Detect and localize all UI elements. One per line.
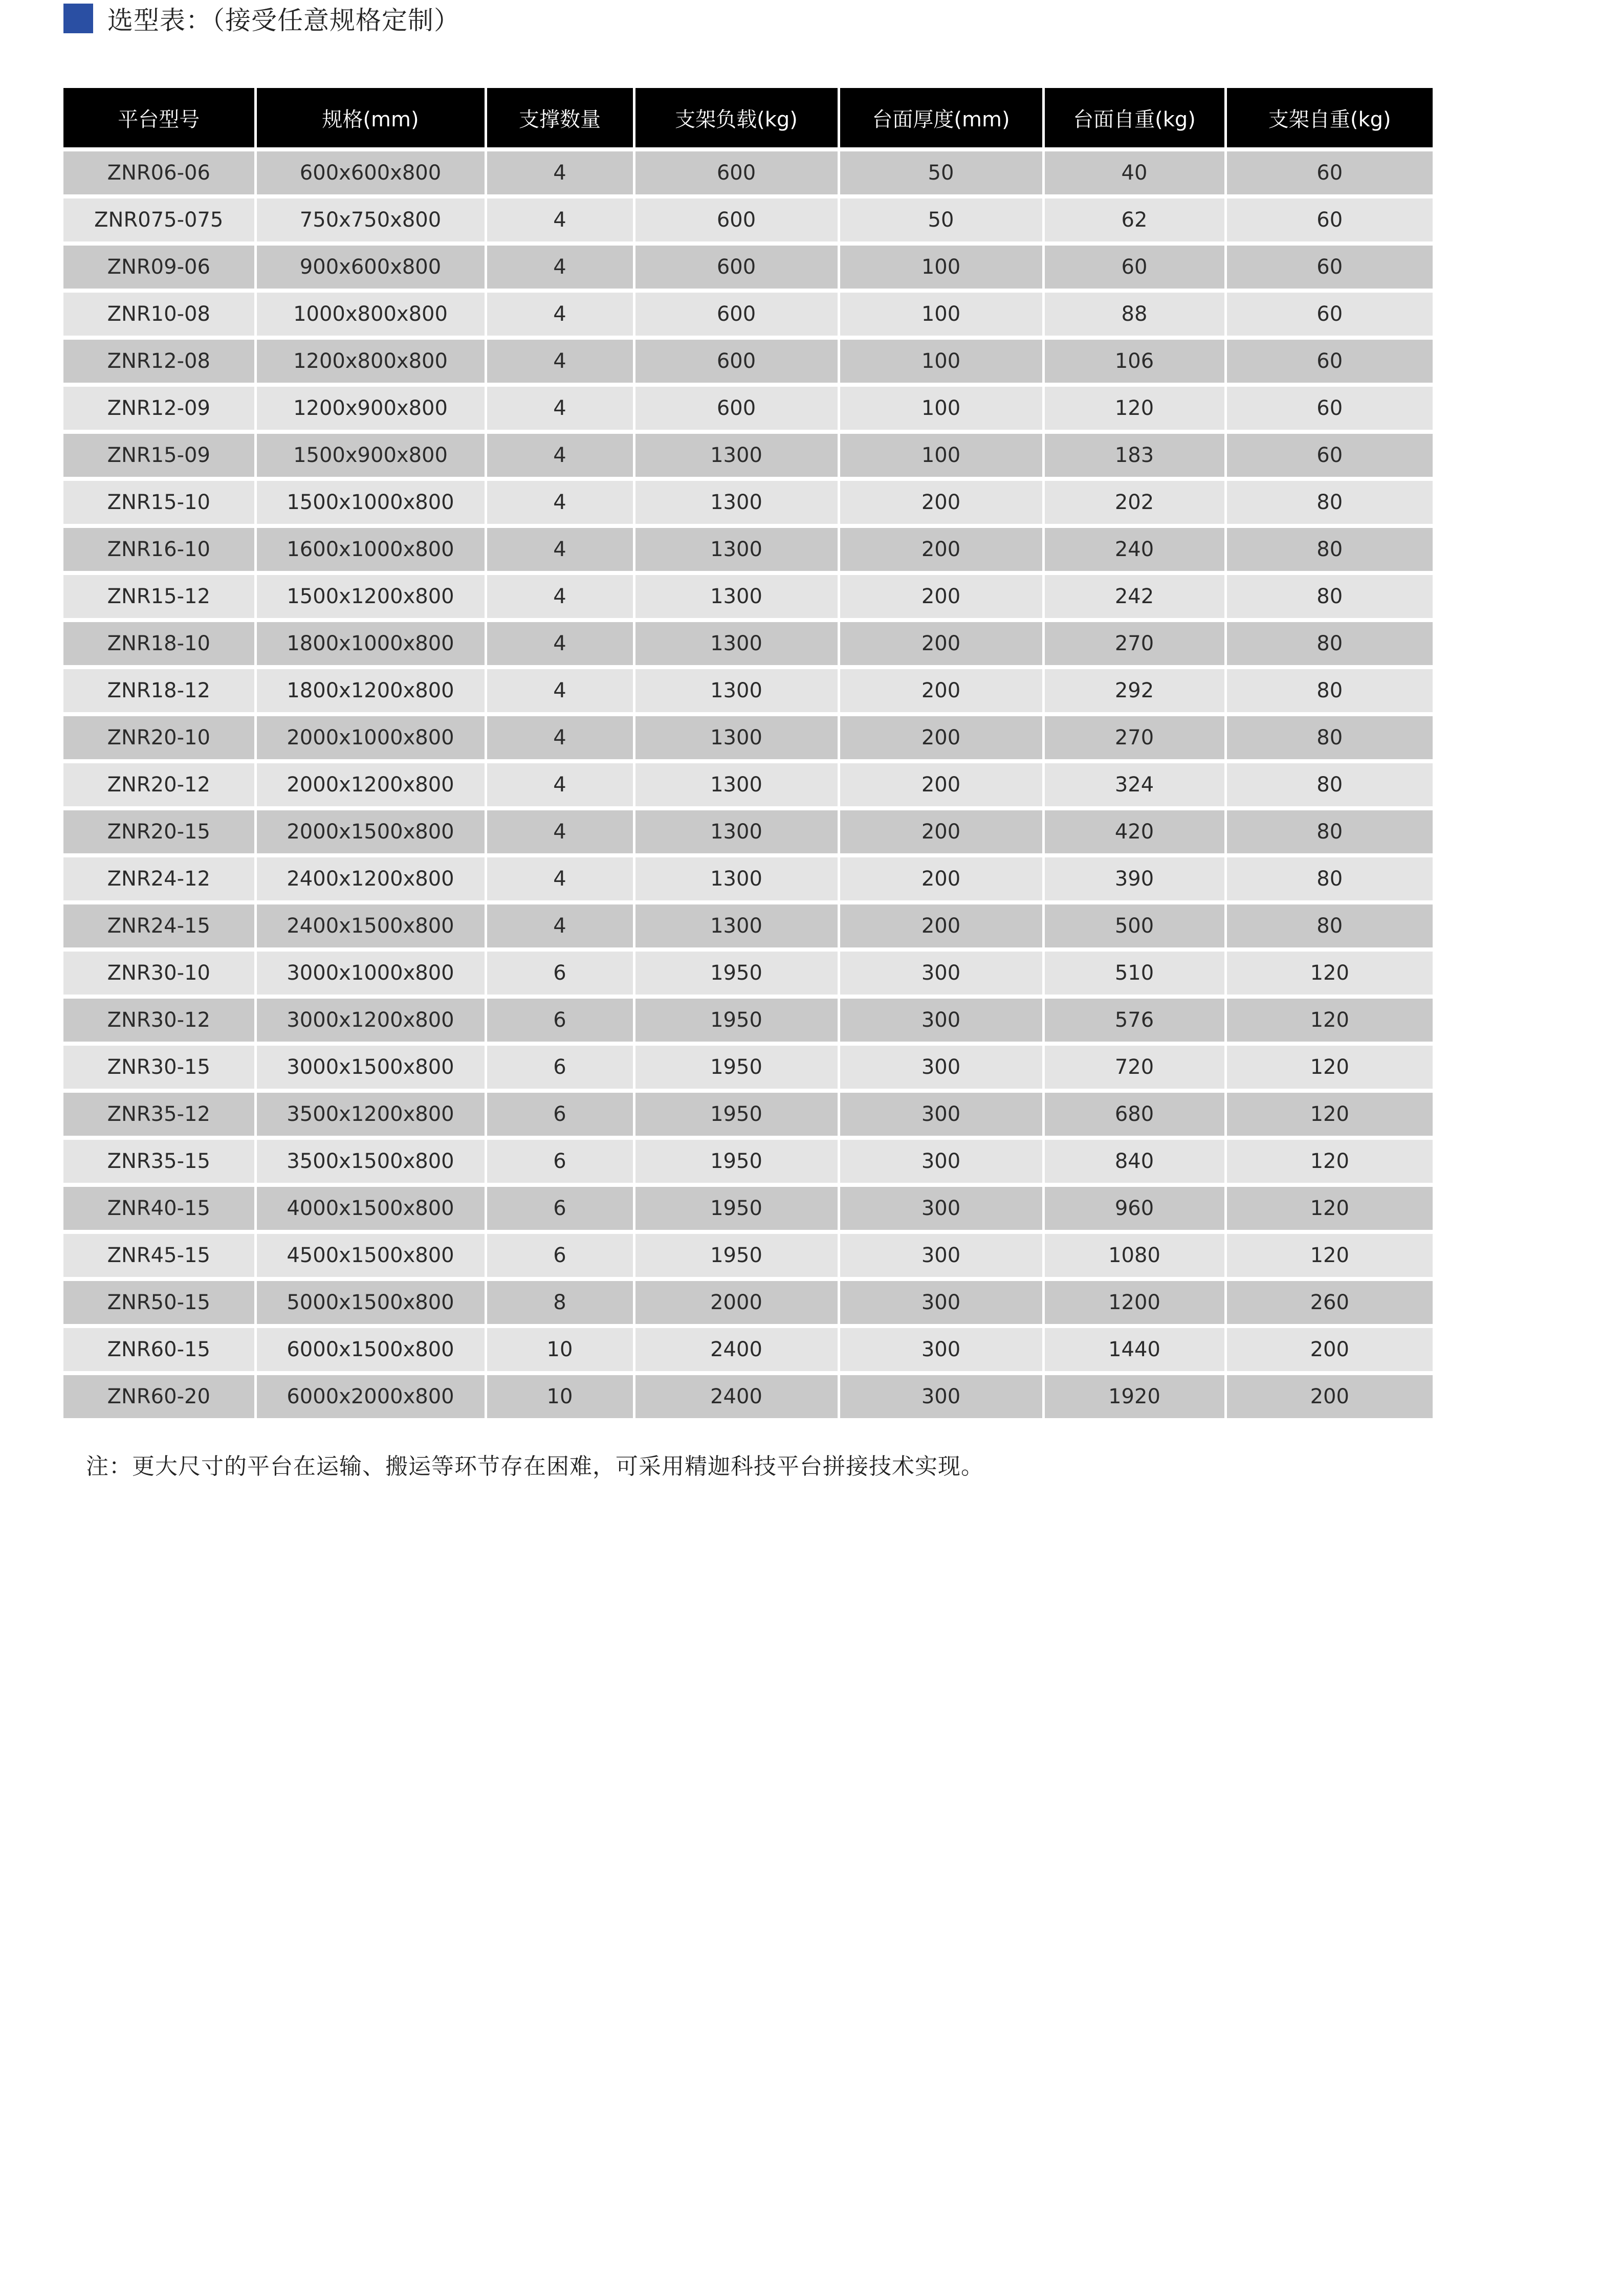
cell-support-count: 4 bbox=[486, 761, 634, 808]
cell-frame-load: 600 bbox=[634, 291, 839, 338]
column-header-top-weight: 台面自重(kg) bbox=[1043, 88, 1225, 149]
cell-frame-load: 1950 bbox=[634, 1185, 839, 1232]
cell-top-weight: 202 bbox=[1043, 479, 1225, 526]
cell-spec: 2400x1500x800 bbox=[255, 902, 486, 950]
column-header-model: 平台型号 bbox=[63, 88, 255, 149]
table-row bbox=[63, 432, 1433, 479]
cell-frame-load: 600 bbox=[634, 149, 839, 196]
cell-top-weight: 1920 bbox=[1043, 1373, 1225, 1418]
cell-frame-load: 600 bbox=[634, 244, 839, 291]
cell-model: ZNR09-06 bbox=[63, 244, 255, 291]
cell-support-count: 4 bbox=[486, 196, 634, 244]
cell-model: ZNR20-12 bbox=[63, 761, 255, 808]
cell-top-weight: 242 bbox=[1043, 573, 1225, 620]
cell-model: ZNR20-10 bbox=[63, 714, 255, 761]
cell-top-thickness: 300 bbox=[839, 1279, 1043, 1326]
cell-top-weight: 88 bbox=[1043, 291, 1225, 338]
cell-frame-load: 2400 bbox=[634, 1326, 839, 1373]
table-row bbox=[63, 1326, 1433, 1373]
cell-top-weight: 60 bbox=[1043, 244, 1225, 291]
cell-frame-weight: 60 bbox=[1225, 385, 1433, 432]
cell-spec: 1200x900x800 bbox=[255, 385, 486, 432]
cell-spec: 3000x1200x800 bbox=[255, 997, 486, 1044]
cell-top-weight: 120 bbox=[1043, 385, 1225, 432]
cell-spec: 1000x800x800 bbox=[255, 291, 486, 338]
cell-support-count: 4 bbox=[486, 291, 634, 338]
cell-support-count: 4 bbox=[486, 479, 634, 526]
cell-frame-load: 1300 bbox=[634, 526, 839, 573]
column-header-frame-load: 支架负载(kg) bbox=[634, 88, 839, 149]
cell-top-weight: 1200 bbox=[1043, 1279, 1225, 1326]
cell-frame-weight: 60 bbox=[1225, 338, 1433, 385]
cell-top-thickness: 100 bbox=[839, 432, 1043, 479]
cell-frame-weight: 80 bbox=[1225, 526, 1433, 573]
cell-top-thickness: 300 bbox=[839, 1044, 1043, 1091]
cell-support-count: 6 bbox=[486, 1138, 634, 1185]
cell-frame-weight: 80 bbox=[1225, 855, 1433, 902]
cell-top-thickness: 50 bbox=[839, 196, 1043, 244]
cell-spec: 900x600x800 bbox=[255, 244, 486, 291]
selection-table bbox=[63, 88, 1433, 1418]
table-row bbox=[63, 1279, 1433, 1326]
table-row bbox=[63, 1138, 1433, 1185]
table-row bbox=[63, 620, 1433, 667]
cell-support-count: 6 bbox=[486, 1091, 634, 1138]
cell-frame-weight: 60 bbox=[1225, 244, 1433, 291]
table-row bbox=[63, 291, 1433, 338]
table-row bbox=[63, 855, 1433, 902]
cell-spec: 6000x1500x800 bbox=[255, 1326, 486, 1373]
cell-model: ZNR50-15 bbox=[63, 1279, 255, 1326]
cell-frame-load: 1950 bbox=[634, 997, 839, 1044]
cell-model: ZNR20-15 bbox=[63, 808, 255, 855]
cell-spec: 2000x1200x800 bbox=[255, 761, 486, 808]
cell-frame-weight: 260 bbox=[1225, 1279, 1433, 1326]
cell-support-count: 4 bbox=[486, 620, 634, 667]
cell-frame-load: 2000 bbox=[634, 1279, 839, 1326]
cell-support-count: 4 bbox=[486, 432, 634, 479]
cell-frame-load: 1300 bbox=[634, 667, 839, 714]
cell-top-weight: 420 bbox=[1043, 808, 1225, 855]
cell-frame-weight: 80 bbox=[1225, 808, 1433, 855]
cell-frame-load: 600 bbox=[634, 385, 839, 432]
column-header-spec: 规格(mm) bbox=[255, 88, 486, 149]
cell-support-count: 8 bbox=[486, 1279, 634, 1326]
cell-model: ZNR30-12 bbox=[63, 997, 255, 1044]
table-row bbox=[63, 479, 1433, 526]
table-row bbox=[63, 244, 1433, 291]
cell-top-thickness: 200 bbox=[839, 714, 1043, 761]
cell-spec: 4000x1500x800 bbox=[255, 1185, 486, 1232]
cell-top-weight: 390 bbox=[1043, 855, 1225, 902]
cell-top-weight: 680 bbox=[1043, 1091, 1225, 1138]
cell-spec: 1800x1200x800 bbox=[255, 667, 486, 714]
table-row bbox=[63, 950, 1433, 997]
cell-top-weight: 324 bbox=[1043, 761, 1225, 808]
cell-model: ZNR60-20 bbox=[63, 1373, 255, 1418]
cell-frame-load: 1950 bbox=[634, 1091, 839, 1138]
cell-model: ZNR35-12 bbox=[63, 1091, 255, 1138]
cell-frame-weight: 80 bbox=[1225, 761, 1433, 808]
cell-frame-load: 1300 bbox=[634, 479, 839, 526]
cell-top-weight: 40 bbox=[1043, 149, 1225, 196]
cell-spec: 1500x1200x800 bbox=[255, 573, 486, 620]
cell-frame-weight: 80 bbox=[1225, 479, 1433, 526]
column-header-frame-weight: 支架自重(kg) bbox=[1225, 88, 1433, 149]
cell-top-thickness: 200 bbox=[839, 479, 1043, 526]
table-row bbox=[63, 902, 1433, 950]
cell-frame-load: 1950 bbox=[634, 950, 839, 997]
cell-support-count: 4 bbox=[486, 149, 634, 196]
cell-top-weight: 960 bbox=[1043, 1185, 1225, 1232]
table-row bbox=[63, 1232, 1433, 1279]
cell-top-thickness: 300 bbox=[839, 1373, 1043, 1418]
cell-top-weight: 292 bbox=[1043, 667, 1225, 714]
cell-top-weight: 840 bbox=[1043, 1138, 1225, 1185]
cell-model: ZNR18-12 bbox=[63, 667, 255, 714]
cell-top-thickness: 300 bbox=[839, 997, 1043, 1044]
cell-frame-load: 1300 bbox=[634, 808, 839, 855]
table-row bbox=[63, 196, 1433, 244]
cell-spec: 3500x1200x800 bbox=[255, 1091, 486, 1138]
cell-support-count: 4 bbox=[486, 526, 634, 573]
cell-model: ZNR15-09 bbox=[63, 432, 255, 479]
cell-support-count: 4 bbox=[486, 667, 634, 714]
table-header-row bbox=[63, 88, 1433, 149]
cell-frame-weight: 200 bbox=[1225, 1326, 1433, 1373]
cell-support-count: 4 bbox=[486, 338, 634, 385]
cell-model: ZNR16-10 bbox=[63, 526, 255, 573]
cell-support-count: 6 bbox=[486, 950, 634, 997]
cell-model: ZNR24-15 bbox=[63, 902, 255, 950]
cell-top-thickness: 100 bbox=[839, 338, 1043, 385]
cell-top-thickness: 200 bbox=[839, 573, 1043, 620]
cell-support-count: 4 bbox=[486, 902, 634, 950]
cell-top-thickness: 100 bbox=[839, 291, 1043, 338]
cell-top-weight: 1440 bbox=[1043, 1326, 1225, 1373]
cell-top-thickness: 200 bbox=[839, 855, 1043, 902]
table-row bbox=[63, 1091, 1433, 1138]
cell-support-count: 10 bbox=[486, 1373, 634, 1418]
cell-spec: 2000x1500x800 bbox=[255, 808, 486, 855]
cell-frame-weight: 80 bbox=[1225, 620, 1433, 667]
cell-model: ZNR06-06 bbox=[63, 149, 255, 196]
cell-model: ZNR24-12 bbox=[63, 855, 255, 902]
cell-support-count: 6 bbox=[486, 1232, 634, 1279]
cell-top-weight: 510 bbox=[1043, 950, 1225, 997]
table-row bbox=[63, 761, 1433, 808]
cell-top-thickness: 300 bbox=[839, 1091, 1043, 1138]
cell-support-count: 6 bbox=[486, 997, 634, 1044]
cell-frame-weight: 80 bbox=[1225, 902, 1433, 950]
column-header-support-count: 支撑数量 bbox=[486, 88, 634, 149]
cell-support-count: 4 bbox=[486, 573, 634, 620]
cell-top-weight: 270 bbox=[1043, 620, 1225, 667]
cell-frame-load: 1300 bbox=[634, 761, 839, 808]
cell-model: ZNR30-10 bbox=[63, 950, 255, 997]
cell-frame-weight: 60 bbox=[1225, 432, 1433, 479]
cell-top-thickness: 200 bbox=[839, 761, 1043, 808]
cell-top-thickness: 200 bbox=[839, 808, 1043, 855]
cell-spec: 4500x1500x800 bbox=[255, 1232, 486, 1279]
cell-frame-load: 1950 bbox=[634, 1044, 839, 1091]
cell-frame-weight: 60 bbox=[1225, 149, 1433, 196]
cell-top-weight: 500 bbox=[1043, 902, 1225, 950]
cell-frame-load: 1300 bbox=[634, 902, 839, 950]
cell-support-count: 4 bbox=[486, 244, 634, 291]
cell-top-weight: 720 bbox=[1043, 1044, 1225, 1091]
cell-model: ZNR45-15 bbox=[63, 1232, 255, 1279]
table-row bbox=[63, 573, 1433, 620]
cell-spec: 1600x1000x800 bbox=[255, 526, 486, 573]
cell-top-thickness: 100 bbox=[839, 385, 1043, 432]
table-row bbox=[63, 526, 1433, 573]
cell-frame-load: 1950 bbox=[634, 1138, 839, 1185]
cell-support-count: 4 bbox=[486, 808, 634, 855]
cell-support-count: 6 bbox=[486, 1044, 634, 1091]
cell-frame-weight: 60 bbox=[1225, 291, 1433, 338]
cell-spec: 5000x1500x800 bbox=[255, 1279, 486, 1326]
cell-spec: 1800x1000x800 bbox=[255, 620, 486, 667]
cell-model: ZNR12-08 bbox=[63, 338, 255, 385]
cell-top-thickness: 200 bbox=[839, 620, 1043, 667]
table-row bbox=[63, 808, 1433, 855]
table-row bbox=[63, 997, 1433, 1044]
cell-frame-weight: 80 bbox=[1225, 573, 1433, 620]
cell-frame-load: 1300 bbox=[634, 573, 839, 620]
cell-frame-load: 600 bbox=[634, 338, 839, 385]
cell-model: ZNR10-08 bbox=[63, 291, 255, 338]
cell-frame-weight: 120 bbox=[1225, 1232, 1433, 1279]
cell-support-count: 4 bbox=[486, 714, 634, 761]
cell-top-thickness: 200 bbox=[839, 667, 1043, 714]
cell-model: ZNR18-10 bbox=[63, 620, 255, 667]
cell-frame-weight: 60 bbox=[1225, 196, 1433, 244]
table-row bbox=[63, 385, 1433, 432]
heading-title: 选型表：（接受任意规格定制） bbox=[107, 6, 460, 35]
table-row bbox=[63, 1373, 1433, 1418]
cell-top-weight: 240 bbox=[1043, 526, 1225, 573]
cell-spec: 3500x1500x800 bbox=[255, 1138, 486, 1185]
cell-top-thickness: 300 bbox=[839, 1138, 1043, 1185]
cell-frame-load: 1950 bbox=[634, 1232, 839, 1279]
heading-marker-square bbox=[63, 4, 93, 33]
cell-spec: 6000x2000x800 bbox=[255, 1373, 486, 1418]
cell-model: ZNR60-15 bbox=[63, 1326, 255, 1373]
cell-top-thickness: 50 bbox=[839, 149, 1043, 196]
cell-spec: 1200x800x800 bbox=[255, 338, 486, 385]
cell-spec: 600x600x800 bbox=[255, 149, 486, 196]
cell-frame-load: 1300 bbox=[634, 714, 839, 761]
cell-spec: 3000x1000x800 bbox=[255, 950, 486, 997]
cell-frame-weight: 120 bbox=[1225, 1044, 1433, 1091]
cell-frame-weight: 120 bbox=[1225, 950, 1433, 997]
cell-frame-weight: 80 bbox=[1225, 667, 1433, 714]
cell-spec: 3000x1500x800 bbox=[255, 1044, 486, 1091]
cell-spec: 1500x900x800 bbox=[255, 432, 486, 479]
cell-frame-weight: 200 bbox=[1225, 1373, 1433, 1418]
cell-spec: 2400x1200x800 bbox=[255, 855, 486, 902]
cell-top-weight: 183 bbox=[1043, 432, 1225, 479]
cell-frame-load: 1300 bbox=[634, 432, 839, 479]
cell-support-count: 4 bbox=[486, 385, 634, 432]
cell-top-weight: 1080 bbox=[1043, 1232, 1225, 1279]
cell-top-thickness: 300 bbox=[839, 1326, 1043, 1373]
cell-model: ZNR15-10 bbox=[63, 479, 255, 526]
cell-frame-load: 600 bbox=[634, 196, 839, 244]
cell-spec: 2000x1000x800 bbox=[255, 714, 486, 761]
cell-top-thickness: 200 bbox=[839, 526, 1043, 573]
cell-frame-load: 1300 bbox=[634, 620, 839, 667]
cell-frame-weight: 80 bbox=[1225, 714, 1433, 761]
footnote: 注：更大尺寸的平台在运输、搬运等环节存在困难，可采用精迦科技平台拼接技术实现。 bbox=[86, 1453, 984, 1480]
cell-frame-weight: 120 bbox=[1225, 1138, 1433, 1185]
cell-model: ZNR35-15 bbox=[63, 1138, 255, 1185]
table-row bbox=[63, 149, 1433, 196]
table-row bbox=[63, 714, 1433, 761]
table-row bbox=[63, 1044, 1433, 1091]
column-header-top-thickness: 台面厚度(mm) bbox=[839, 88, 1043, 149]
cell-support-count: 4 bbox=[486, 855, 634, 902]
cell-top-thickness: 200 bbox=[839, 902, 1043, 950]
cell-top-thickness: 100 bbox=[839, 244, 1043, 291]
cell-model: ZNR40-15 bbox=[63, 1185, 255, 1232]
table-row bbox=[63, 1185, 1433, 1232]
cell-spec: 750x750x800 bbox=[255, 196, 486, 244]
cell-top-weight: 62 bbox=[1043, 196, 1225, 244]
cell-frame-load: 2400 bbox=[634, 1373, 839, 1418]
cell-frame-weight: 120 bbox=[1225, 1185, 1433, 1232]
cell-model: ZNR075-075 bbox=[63, 196, 255, 244]
cell-frame-weight: 120 bbox=[1225, 1091, 1433, 1138]
cell-support-count: 10 bbox=[486, 1326, 634, 1373]
cell-top-thickness: 300 bbox=[839, 950, 1043, 997]
cell-top-weight: 270 bbox=[1043, 714, 1225, 761]
cell-support-count: 6 bbox=[486, 1185, 634, 1232]
cell-top-weight: 106 bbox=[1043, 338, 1225, 385]
cell-top-weight: 576 bbox=[1043, 997, 1225, 1044]
cell-top-thickness: 300 bbox=[839, 1232, 1043, 1279]
cell-frame-load: 1300 bbox=[634, 855, 839, 902]
cell-model: ZNR12-09 bbox=[63, 385, 255, 432]
section-heading bbox=[63, 3, 460, 34]
cell-model: ZNR15-12 bbox=[63, 573, 255, 620]
cell-top-thickness: 300 bbox=[839, 1185, 1043, 1232]
table-row bbox=[63, 338, 1433, 385]
cell-spec: 1500x1000x800 bbox=[255, 479, 486, 526]
table-row bbox=[63, 667, 1433, 714]
cell-model: ZNR30-15 bbox=[63, 1044, 255, 1091]
cell-frame-weight: 120 bbox=[1225, 997, 1433, 1044]
table-body bbox=[63, 149, 1433, 1418]
